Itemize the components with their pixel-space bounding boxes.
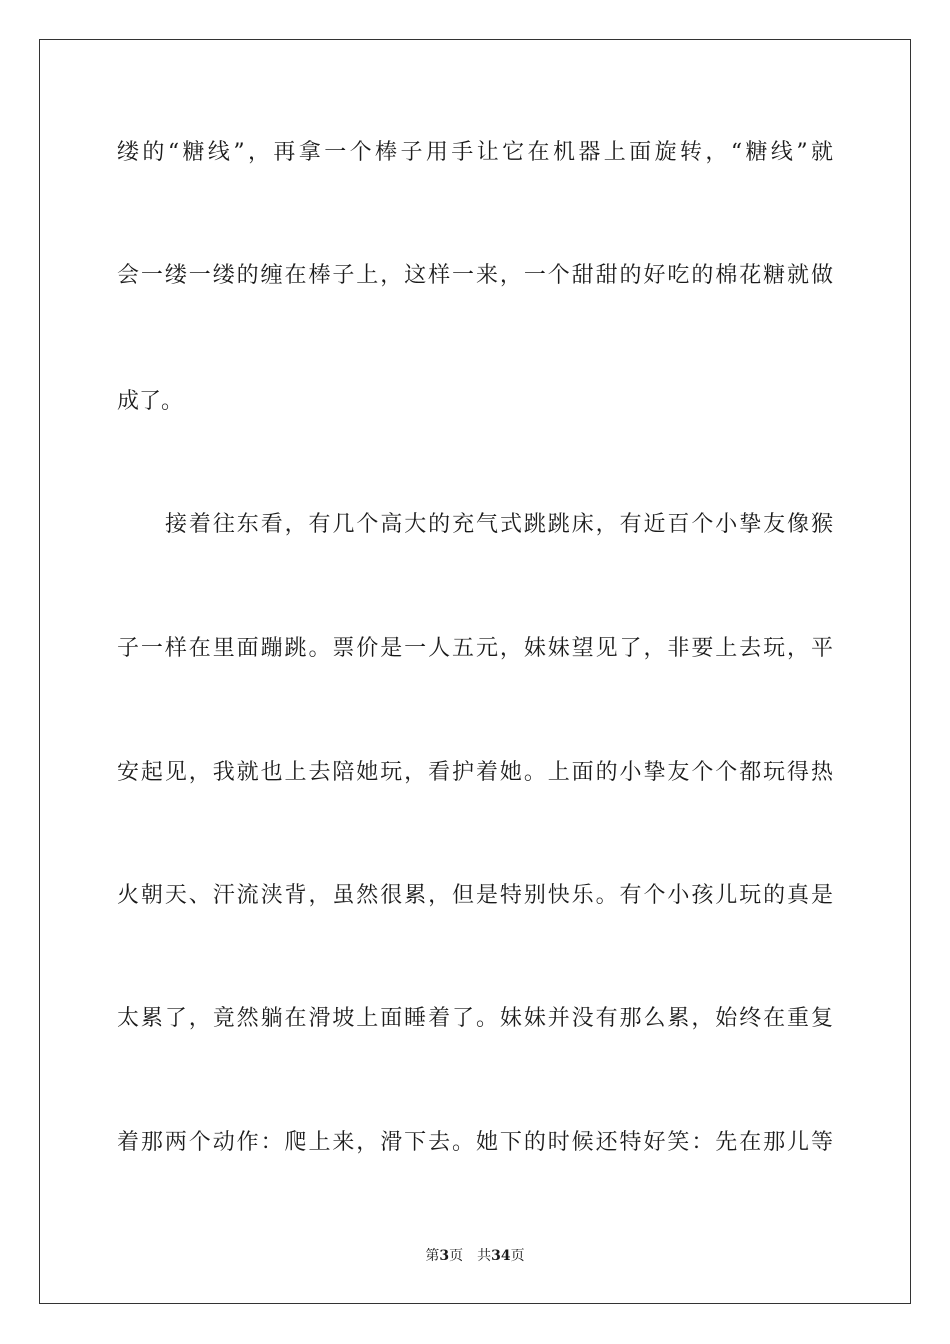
page-prefix: 第 — [425, 1248, 440, 1264]
text-line-6: 安起见，我就也上去陪她玩，看护着她。上面的小挚友个个都玩得热 — [117, 760, 833, 785]
page-footer — [0, 1246, 950, 1266]
page-total: 34 — [491, 1248, 511, 1264]
text-line-1: 缕的“糖线”，再拿一个棒子用手让它在机器上面旋转，“糖线”就 — [117, 140, 833, 165]
page-suffix: 页 — [449, 1248, 464, 1264]
text-line-7: 火朝天、汗流浃背，虽然很累，但是特别快乐。有个小孩儿玩的真是 — [117, 883, 833, 908]
page-frame — [39, 39, 911, 1304]
text-line-4: 接着往东看，有几个高大的充气式跳跳床，有近百个小挚友像猴 — [165, 512, 833, 537]
total-prefix: 共 — [477, 1248, 492, 1264]
text-line-5: 子一样在里面蹦跳。票价是一人五元，妹妹望见了，非要上去玩，平 — [117, 636, 833, 661]
total-suffix: 页 — [510, 1248, 525, 1264]
text-line-9: 着那两个动作：爬上来，滑下去。她下的时候还特好笑：先在那儿等 — [117, 1130, 833, 1155]
text-line-3: 成了。 — [117, 389, 184, 414]
text-line-8: 太累了，竟然躺在滑坡上面睡着了。妹妹并没有那么累，始终在重复 — [117, 1006, 833, 1031]
text-line-2: 会一缕一缕的缠在棒子上，这样一来，一个甜甜的好吃的棉花糖就做 — [117, 263, 833, 288]
page-current: 3 — [439, 1248, 450, 1264]
